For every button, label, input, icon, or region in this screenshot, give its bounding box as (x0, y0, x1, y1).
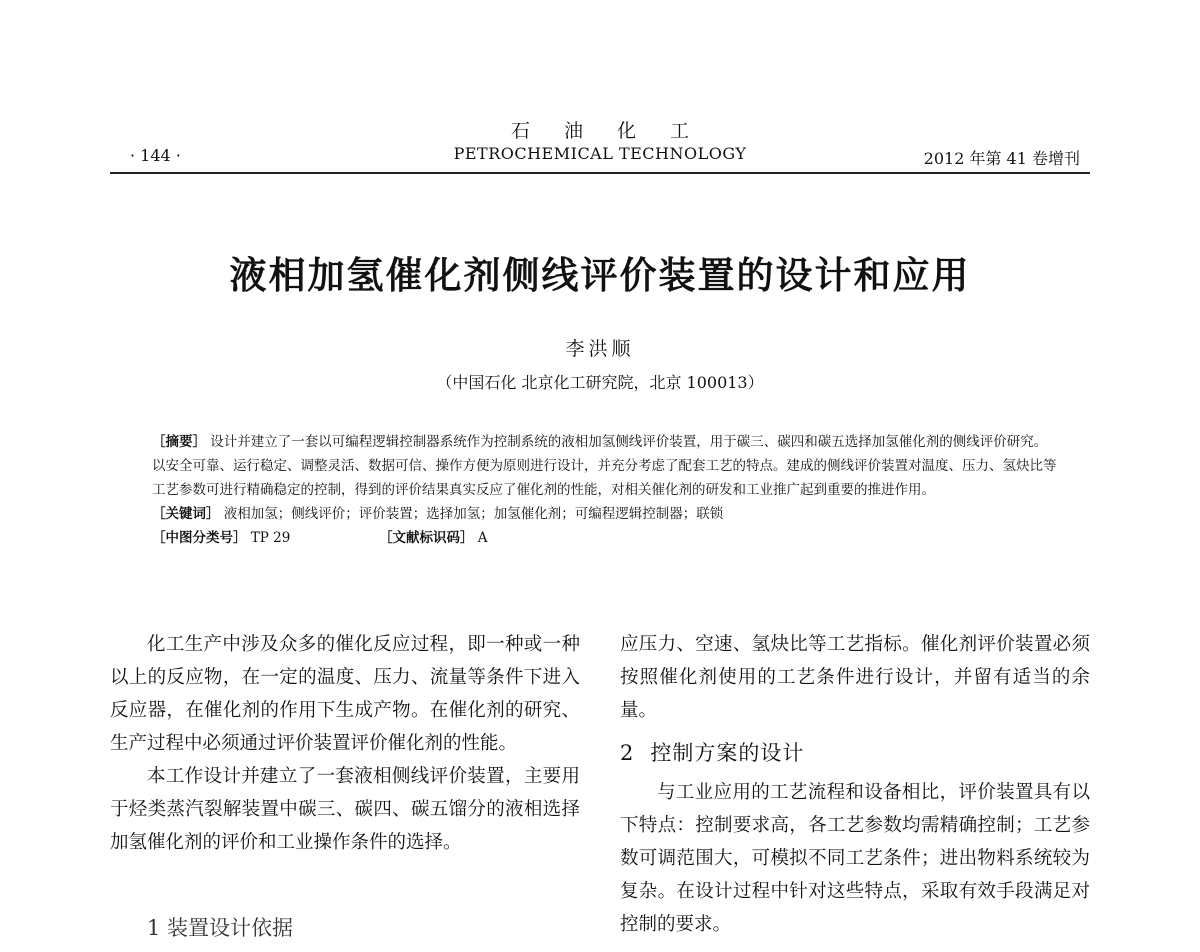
doc-code-value: A (477, 530, 488, 546)
abstract-paragraph (152, 430, 1057, 502)
clc-value: TP 29 (250, 530, 291, 546)
keywords-text: 液相加氢；侧线评价；评价装置；选择加氢；加氢催化剂；可编程逻辑控制器；联锁 (223, 506, 724, 522)
page-number: · 144 · (130, 146, 181, 165)
author-name: 李洪顺 (565, 338, 635, 360)
doc-code-label: ［文献标识码］ (378, 530, 474, 546)
article-title: 液相加氢催化剂侧线评价装置的设计和应用 (229, 254, 971, 297)
abstract-block (152, 430, 1057, 550)
clc-label: ［中图分类号］ (152, 530, 247, 546)
issue-info: 2012 年第 41 卷增刊 (923, 149, 1080, 168)
body-paragraph: 化工生产中涉及众多的催化反应过程，即一种或一种以上的反应物，在一定的温度、压力、流量等条件下进入反应器，在催化剂的作用下生成产物。在催化剂的研究、生产过程中必须通过评价装置评价催化剂的性能。 (110, 634, 580, 754)
body-paragraph-continued: 应压力、空速、氢炔比等工艺指标。催化剂评价装置必须按照催化剂使用的工艺条件进行设计，并留有适当的余量。 (620, 634, 1090, 721)
body-paragraph: 本工作设计并建立了一套液相侧线评价装置，主要用于烃类蒸汽裂解装置中碳三、碳四、碳五馏分的液相选择加氢催化剂的评价和工业操作条件的选择。 (110, 766, 580, 853)
abstract-text: 设计并建立了一套以可编程逻辑控制器系统作为控制系统的液相加氢侧线评价装置，用于碳三、碳四和碳五选择加氢催化剂的侧线评价研究。以安全可靠、运行稳定、调整灵活、数据可信、操作方便为原则进行设计，并充分考虑了配套工艺的特点。建成的侧线评价装置对温度、压力、氢炔比等工艺参数可进行精确稳定的控制，得到的评价结果真实反应了催化剂的性能，对相关催化剂的研发和工业推广起到重要的推进作用。 (152, 434, 1057, 498)
keywords-label: ［关键词］ (152, 506, 220, 522)
body-right-column (620, 628, 1090, 941)
keywords-line (152, 502, 1057, 526)
journal-name-english: PETROCHEMICAL TECHNOLOGY (453, 144, 747, 163)
abstract-label: ［摘要］ (152, 434, 206, 450)
author-affiliation: （中国石化 北京化工研究院，北京 100013） (436, 373, 764, 392)
section-heading (620, 737, 1090, 770)
classification-line (152, 526, 1057, 550)
body-left-column (110, 628, 580, 859)
section-heading-cut: 1 装置设计依据 (147, 916, 294, 940)
journal-name-chinese: 石油化工 (510, 120, 723, 142)
body-paragraph: 与工业应用的工艺流程和设备相比，评价装置具有以下特点：控制要求高，各工艺参数均需精确控制；工艺参数可调范围大，可模拟不同工艺条件；进出物料系统较为复杂。在设计过程中针对这些特点，采取有效手段满足对控制的要求。 (620, 782, 1090, 935)
section-number: 2 (620, 741, 635, 765)
section-title: 控制方案的设计 (650, 741, 805, 765)
header-rule (110, 172, 1090, 174)
